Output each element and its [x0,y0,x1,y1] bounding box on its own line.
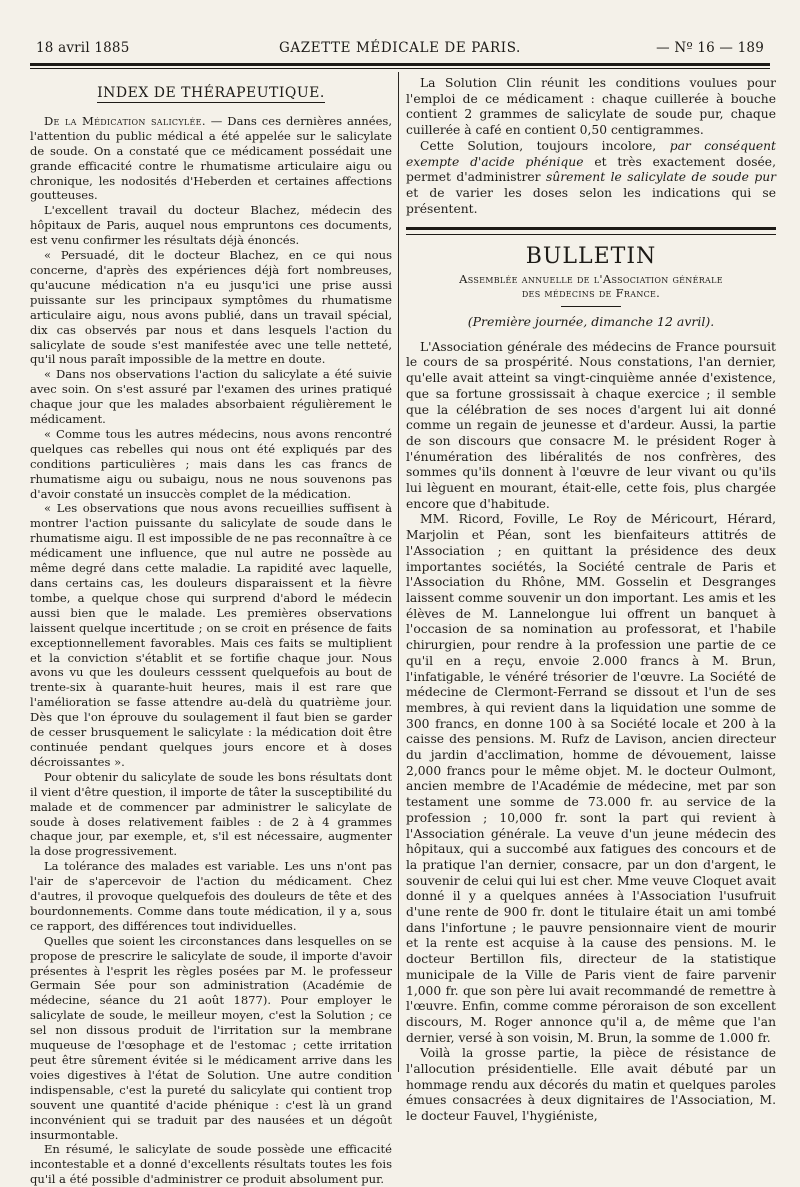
text: Cette Solution, toujours incolore, [420,138,670,153]
session-subtitle: (Première journée, dimanche 12 avril). [467,314,715,330]
emphasis: sûrement le salicylate de soude pur [545,170,776,185]
page-header [30,36,770,58]
paragraph: En résumé, le salicylate de soude possède une efficacité incontestable et a donné d'excellents résultats toutes les fois qu'il a été possible d'administrer ce produit absolument pur. [30,1142,392,1187]
paragraph: « Comme tous les autres médecins, nous avons rencontré quelques cas rebelles qui nous ont été expliqués par des conditions particulières ; mais dans les cas francs de rhumatisme aigu ou subaigu, nous ne nous souvenons pas d'avoir constaté un insuccès complet de la médication. [30,426,392,501]
paragraph: Voilà la grosse partie, la pièce de résistance de l'allocution présidentielle. Elle avait débuté par un hommage rendu aux décorés du matin et quelques paroles émues consacrées à deux dignitaires de l'Association, M. le docteur Fauvel, l'hygiéniste, [406,1046,776,1124]
text: et très exactement dosée, permet d'administrer [406,154,776,185]
paragraph-text: — Dans ces dernières années, l'attention du public médical a été appelée sur le salicylate de soude. On a constaté que ce médicament possédait une grande efficacité contre le rhumatisme articulaire aigu ou chronique, les nodosités d'Heberden et certaines affections goutteuses. [30,113,392,203]
paragraph: Pour obtenir du salicylate de soude les bons résultats dont il vient d'être question, il importe de tâter la susceptibilité du malade et de commencer par administrer le salicylate de soude à doses relativement faibles : de 2 à 4 grammes chaque jour, par exemple, et, s'il est nécessaire, augmenter la dose progressivement. [30,769,392,859]
paragraph: « Dans nos observations l'action du salicylate a été suivie avec soin. On s'est assuré par l'examen des urines pratiqué chaque jour que les malades absorbaient régulièrement le médicament. [30,367,392,427]
paragraph: « Les observations que nous avons recueillies suffisent à montrer l'action puissante du salicylate de soude dans le rhumatisme aigu. Il est impossible de ne pas reconnaître à ce médicament une influence, que nul autre ne possède au même degré dans cette maladie. La rapidité avec laquelle, dans certains cas, les douleurs disparaissent et la fièvre tombe, a quelque chose qui surprend d'abord le médecin aussi bien que le malade. Les premières observations laissent quelque incertitude ; on se croit en présence de faits exceptionnellement favorables. Mais ces faits se multiplient et la conviction s'établit et se fortifie chaque jour. Nous avons vu que les douleurs cesssent quelquefois au bout de trente-six à quarante-huit heures, mais il est rare que l'amélioration se fasse attendre au-delà du quatrième jour. Dès que l'on éprouve du soulagement il faut bien se garder de cesser brusquement le salicylate : la médication doit être continuée pendant quelques jours encore et à doses décroissantes ». [30,501,392,769]
paragraph: La tolérance des malades est variable. Les uns n'ont pas l'air de s'apercevoir de l'action du médicament. Chez d'autres, il provoque quelquefois des douleurs de tête et des bourdonnements. Comme dans toute médication, il y a, sous ce rapport, des différences tout individuelles. [30,859,392,933]
paragraph [406,139,776,218]
paragraph: L'Association générale des médecins de France poursuit le cours de sa prospérité. Nous constations, l'an dernier, qu'elle avait atteint sa vingt-cinquième année d'existence, que sa fortune grossissait à chaque exercice ; il semble que la célébration de ses noces d'argent lui ait donné comme un regain de jeunesse et d'ardeur. Aussi, la partie de son discours que consacre M. le président Roger à l'énumération des libéralités de nos confrères, des sommes qu'ils donnent à l'œuvre de leur vivant ou qu'ils lui lèguent en mourant, était-elle, cette fois, plus chargée encore que d'habitude. [406,339,776,511]
header-rule-thin [30,68,770,69]
section-title-text: INDEX DE THÉRAPEUTIQUE. [97,85,325,101]
assembly-line-2: des médecins de France. [521,286,661,301]
left-column [30,76,392,1187]
emphasis: par conséquent exempte d'acide phénique [406,138,776,169]
assembly-underline [561,306,621,307]
header-journal-title: GAZETTE MÉDICALE DE PARIS. [279,40,521,56]
column-divider [398,72,399,1072]
bulletin-title: BULLETIN [525,244,657,270]
section-separator [406,227,776,235]
assembly-line-1: Assemblée annuelle de l'Association générale [459,272,723,287]
paragraph [30,114,392,203]
assembly-heading [406,272,776,307]
header-issue-page: — Nº 16 — 189 [656,40,764,56]
header-rule-thick [30,63,770,66]
paragraph: L'excellent travail du docteur Blachez, médecin des hôpitaux de Paris, auquel nous empruntons ces documents, est venu confirmer les résultats déjà énoncés. [30,203,392,248]
text: et de varier les doses selon les indications qui se présentent. [406,185,776,216]
paragraph: « Persuadé, dit le docteur Blachez, en ce qui nous concerne, d'après des expériences déjà fort nombreuses, qu'aucune médication n'a eu jusqu'ici une prise aussi puissante sur les principaux symptômes du rhumatisme articulaire aigu, nous avons publié, dans un travail spécial, dix cas observés par nous et dans lesquels l'action du salicylate de soude s'est manifestée avec une telle netteté, qu'il nous paraît impossible de la mettre en doute. [30,248,392,367]
paragraph-heading: De la Médication salicylée. [44,113,206,128]
paragraph: MM. Ricord, Foville, Le Roy de Méricourt, Hérard, Marjolin et Péan, sont les bienfaiteurs attitrés de l'Association ; en quittant la présidence des deux importantes sociétés, la Société centrale de Paris et l'Association du Rhône, MM. Gosselin et Desgranges laissent comme souvenir un don important. Les amis et les élèves de M. Lannelongue lui offrent un banquet à l'occasion de sa nomination au professorat, et l'habile chirurgien, pour rendre à la profession une partie de ce qu'il en a reçu, envoie 2.000 francs à M. Brun, l'infatigable, le vénéré trésorier de l'œuvre. La Société de médecine de Clermont-Ferrand se dissout et l'un de ses membres, à qui revient dans la liquidation une somme de 300 francs, en donne 100 à sa Société locale et 200 à la caisse des pensions. M. Rufz de Lavison, ancien directeur du jardin d'acclimation, homme de dévouement, laisse 2,000 francs pour le même objet. M. le docteur Oulmont, ancien membre de l'Académie de médecine, met par son testament une somme de 73.000 fr. au service de la profession ; 10,000 fr. sont la part qui revient à l'Association générale. La veuve d'un jeune médecin des hôpitaux, qui a succombé aux fatigues des concours et de la pratique l'an dernier, consacre, par un don d'argent, le souvenir de celui qui lui est cher. Mme veuve Cloquet avait donné il y a quelques années à l'Association l'usufruit d'une rente de 900 fr. dont le titulaire était un ami tombé dans l'infortune ; le pauvre pensionnaire vient de mourir et la rente est acquise à la cause des pensions. M. le docteur Bertillon fils, directeur de la statistique municipale de la Ville de Paris vient de faire parvenir 1,000 fr. que son père lui avait recommandé de remettre à l'œuvre. Enfin, comme comme péroraison de son excellent discours, M. Roger annonce qu'il a, de même que l'an dernier, versé à son voisin, M. Brun, la somme de 1.000 fr. [406,512,776,1045]
right-column [406,76,776,1125]
paragraph: La Solution Clin réunit les conditions voulues pour l'emploi de ce médicament : chaque cuillerée à bouche contient 2 grammes de salicylate de soude pur, chaque cuillerée à café en contient 0,50 centigrammes. [406,76,776,138]
header-date: 18 avril 1885 [36,40,130,56]
paragraph: Quelles que soient les circonstances dans lesquelles on se propose de prescrire le salicylate de soude, il importe d'avoir présentes à l'esprit les règles posées par M. le professeur Germain Sée pour son administration (Académie de médecine, séance du 21 août 1877). Pour employer le salicylate de soude, le meilleur moyen, c'est la Solution ; ce sel non dissous produit de l'irritation sur la membrane muqueuse de l'œsophage et de l'estomac ; cette irritation peut être sûrement évitée si le médicament arrive dans les voies digestives à l'état de Solution. Une autre condition indispensable, c'est la pureté du salicylate qui contient trop souvent une quantité d'acide phénique : c'est là un grand inconvénient qui se traduit par des nausées et un dégoût insurmontable. [30,933,392,1142]
section-title-index [30,86,392,101]
